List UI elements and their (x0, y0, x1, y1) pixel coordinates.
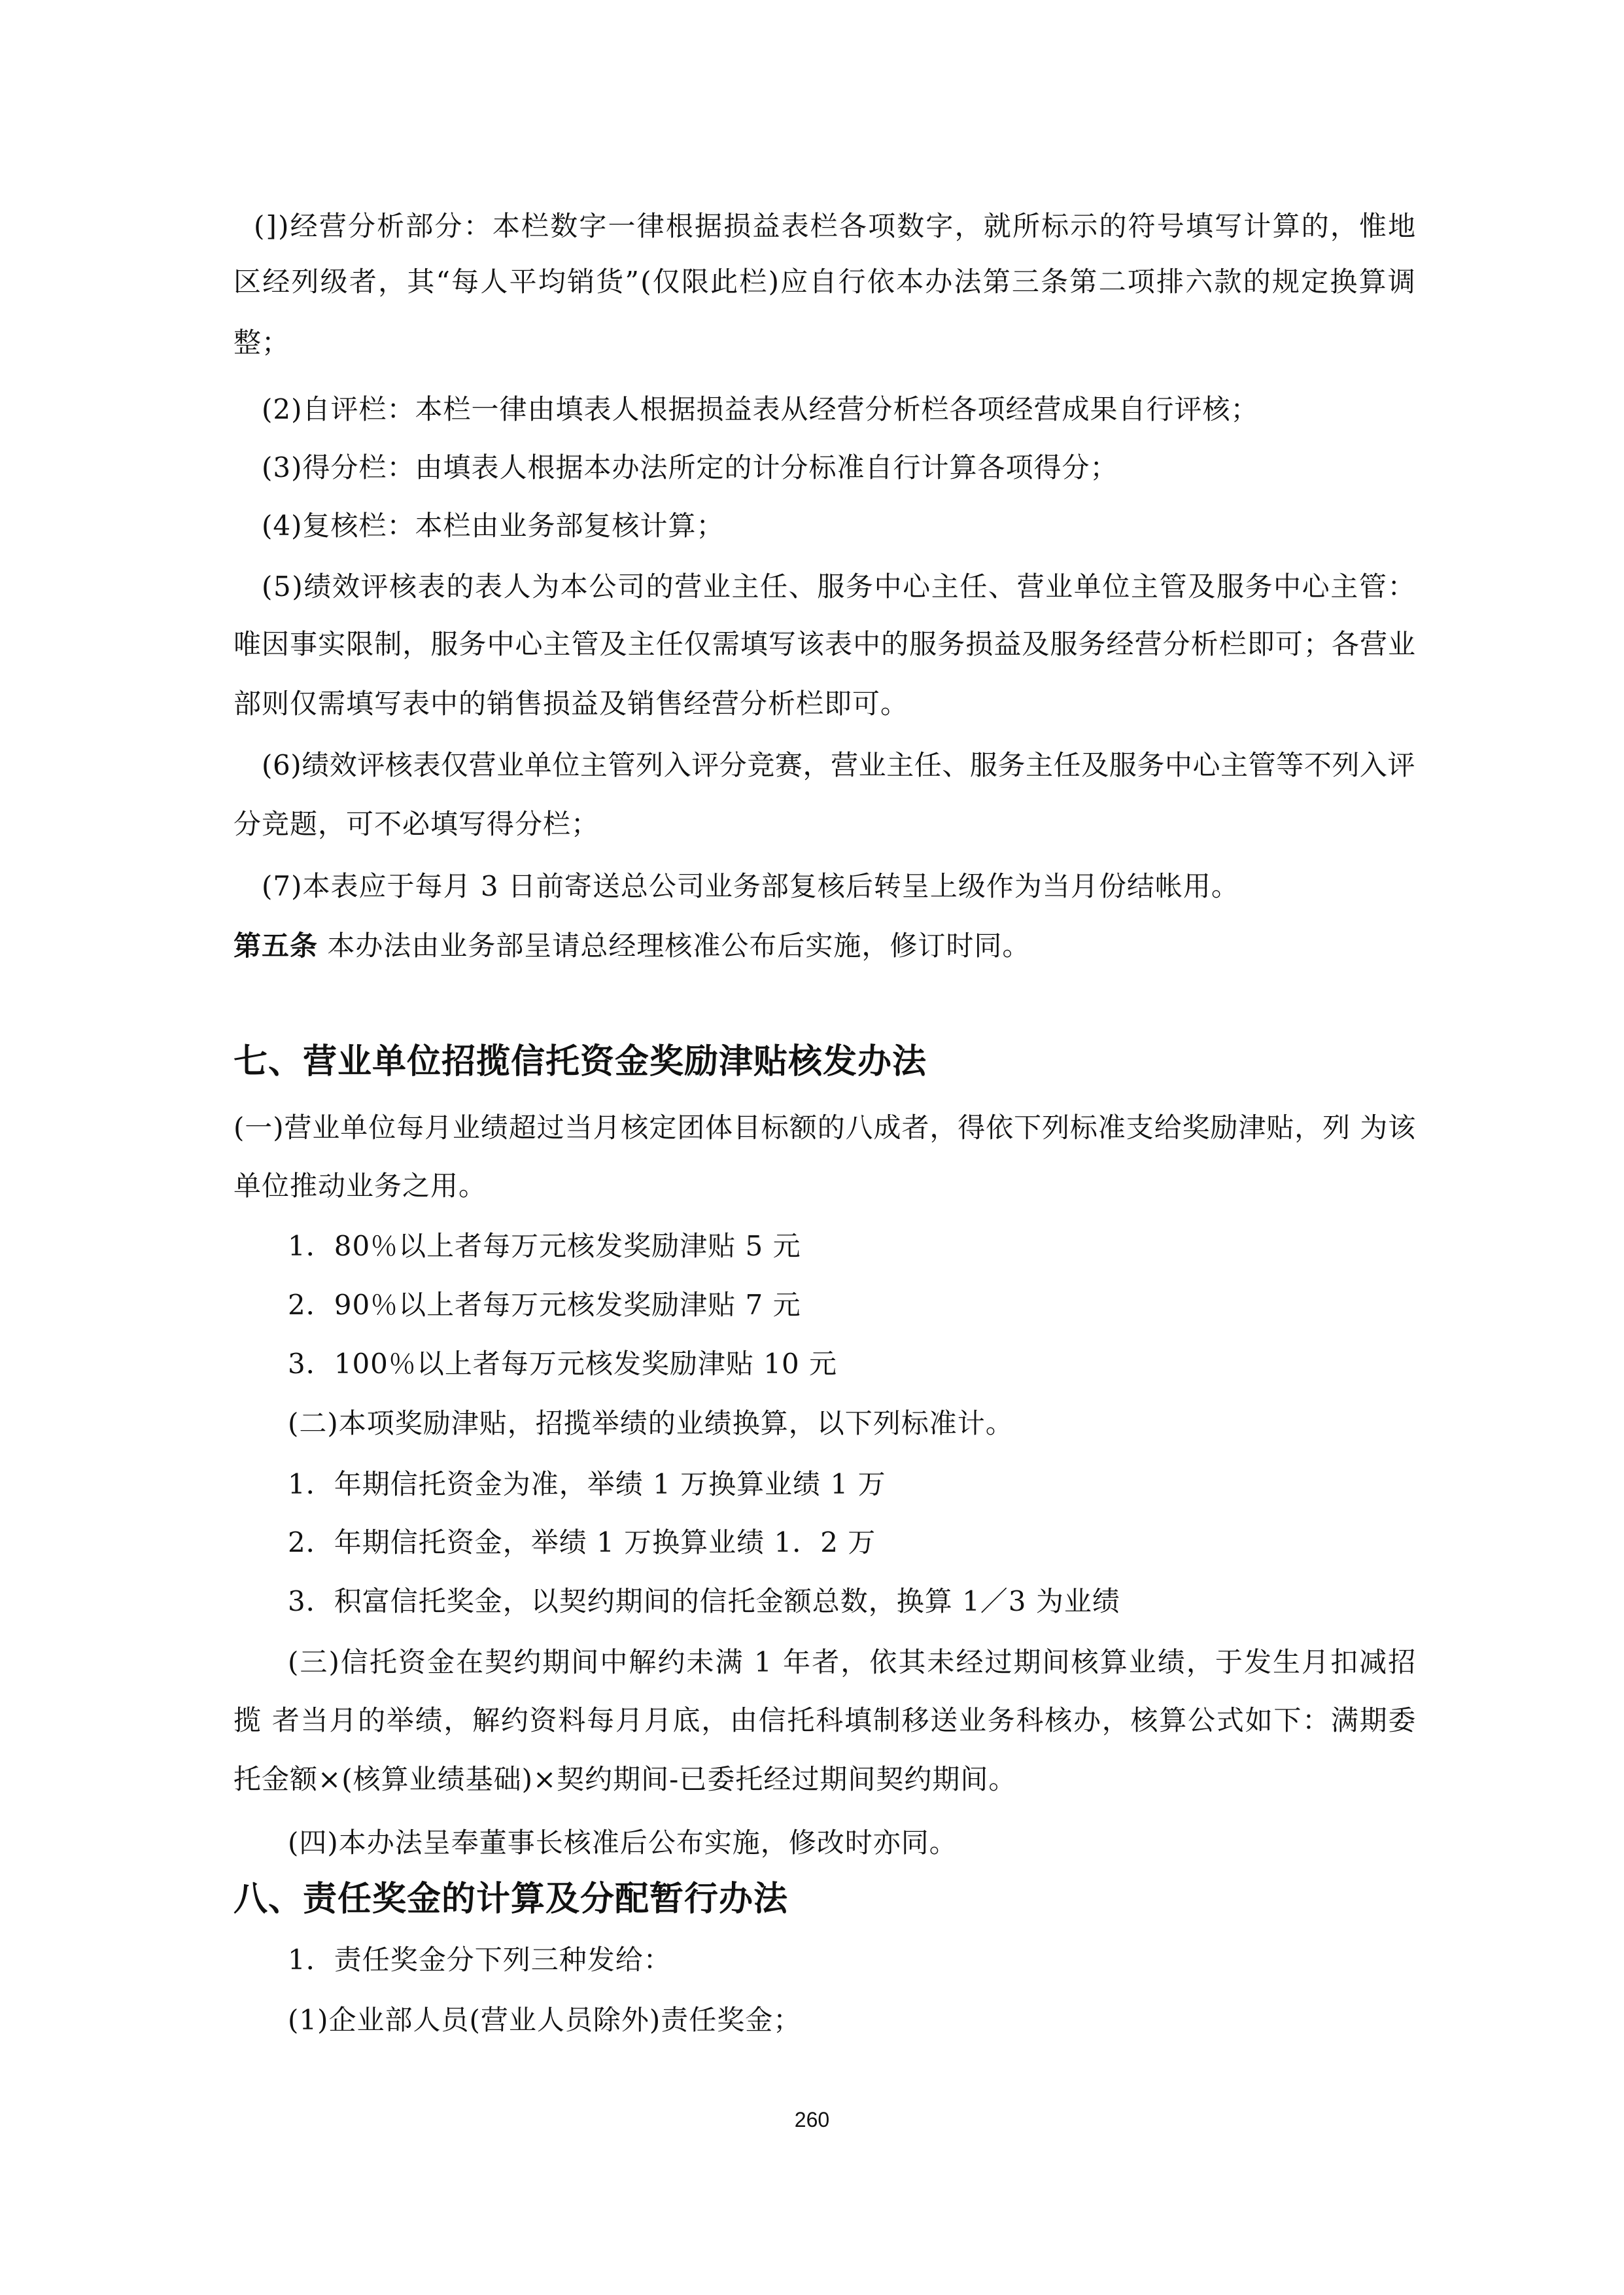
paragraph-line (233, 1702, 1415, 1739)
paragraph-line (233, 324, 290, 361)
line-text: 2．90％以上者每万元核发奖励津贴 7 元 (288, 1289, 801, 1321)
article-text: 本办法由业务部呈请总经理核准公布后实施，修订时同。 (318, 930, 1031, 962)
line-text: (4)复核栏：本栏由业务部复核计算； (262, 510, 725, 542)
paragraph-line (233, 264, 1415, 300)
paragraph-line (233, 1761, 1016, 1798)
line-text: 1．年期信托资金为准，举绩 1 万换算业绩 1 万 (288, 1468, 886, 1500)
line-text: 揽 者当月的举绩，解约资料每月月底，由信托科填制移送业务科核办，核算公式如下：满期委 (233, 1704, 1417, 1736)
paragraph-line (233, 686, 908, 722)
paragraph-line (262, 391, 1259, 428)
line-text: (一)营业单位每月业绩超过当月核定团体目标额的八成者，得依下列标准支给奖励津贴，列 为该 (233, 1112, 1417, 1144)
line-text: (2)自评栏：本栏一律由填表人根据损益表从经营分析栏各项经营成果自行评核； (262, 393, 1259, 425)
paragraph-line (262, 569, 1415, 605)
list-item (288, 1346, 837, 1382)
section-heading (233, 1040, 927, 1083)
line-text: (])经营分析部分：本栏数字一律根据损益表栏各项数字，就所标示的符号填写计算的，惟地 (254, 210, 1417, 242)
list-item (288, 1583, 1120, 1620)
line-text: (1)企业部人员(营业人员除外)责任奖金； (288, 2004, 802, 2036)
article-five-line (233, 928, 1030, 964)
line-text: 2．年期信托资金，举绩 1 万换算业绩 1．2 万 (288, 1526, 876, 1558)
paragraph-line (262, 508, 725, 544)
paragraph-line (233, 1168, 487, 1204)
paragraph-line (262, 449, 1118, 486)
line-text: (3)得分栏：由填表人根据本办法所定的计分标准自行计算各项得分； (262, 451, 1118, 483)
line-text: (6)绩效评核表仅营业单位主管列入评分竞赛，营业主任、服务主任及服务中心主管等不列入评 (262, 749, 1416, 781)
list-item (288, 2002, 801, 2039)
line-text: 唯因事实限制，服务中心主管及主任仅需填写该表中的服务损益及服务经营分析栏即可；各营业 (233, 628, 1417, 660)
list-item (288, 1228, 801, 1265)
line-text: (四)本办法呈奉董事长核准后公布实施，修改时亦同。 (288, 1827, 958, 1859)
page-number: 260 (794, 2108, 830, 2131)
line-text: 分竞题，可不必填写得分栏； (233, 808, 600, 840)
section-heading (233, 1878, 788, 1921)
paragraph-line (233, 626, 1415, 663)
line-text: 3．100％以上者每万元核发奖励津贴 10 元 (288, 1348, 838, 1380)
line-text: 整； (233, 326, 290, 359)
paragraph-line (233, 1110, 1415, 1146)
line-text: 3．积富信托奖金，以契约期间的信托金额总数，换算 1／3 为业绩 (288, 1585, 1120, 1617)
section-heading-text: 八、责任奖金的计算及分配暂行办法 (233, 1880, 789, 1919)
line-text: (7)本表应于每月 3 日前寄送总公司业务部复核后转呈上级作为当月份结帐用。 (262, 870, 1239, 902)
paragraph-line (288, 1405, 1014, 1442)
line-text: (5)绩效评核表的表人为本公司的营业主任、服务中心主任、营业单位主管及服务中心主管： (262, 570, 1417, 603)
list-item (288, 1287, 801, 1323)
line-text: (二)本项奖励津贴，招揽举绩的业绩换算，以下列标准计。 (288, 1407, 1014, 1439)
paragraph-line (288, 1825, 958, 1861)
line-text: 区经列级者，其“每人平均销货”(仅限此栏)应自行依本办法第三条第二项排六款的规定换算调 (233, 266, 1417, 298)
line-text: 单位推动业务之用。 (233, 1170, 487, 1202)
paragraph-line (233, 806, 599, 843)
list-item (288, 1524, 876, 1561)
line-text: 部则仅需填写表中的销售损益及销售经营分析栏即可。 (233, 688, 909, 720)
section-heading-text: 七、营业单位招揽信托资金奖励津贴核发办法 (233, 1042, 927, 1081)
list-item (288, 1466, 886, 1503)
article-label: 第五条 (233, 930, 319, 962)
line-text: 托金额×(核算业绩基础)×契约期间-已委托经过期间契约期间。 (233, 1763, 1017, 1795)
line-text: (三)信托资金在契约期间中解约未满 1 年者，依其未经过期间核算业绩，于发生月扣减招 (288, 1646, 1417, 1678)
line-text: 1．责任奖金分下列三种发给： (288, 1944, 672, 1976)
list-item (288, 1942, 672, 1978)
paragraph-line (254, 208, 1415, 245)
paragraph-line (288, 1644, 1415, 1681)
line-text: 1．80％以上者每万元核发奖励津贴 5 元 (288, 1230, 801, 1262)
paragraph-line (262, 868, 1239, 905)
paragraph-line (262, 747, 1415, 784)
